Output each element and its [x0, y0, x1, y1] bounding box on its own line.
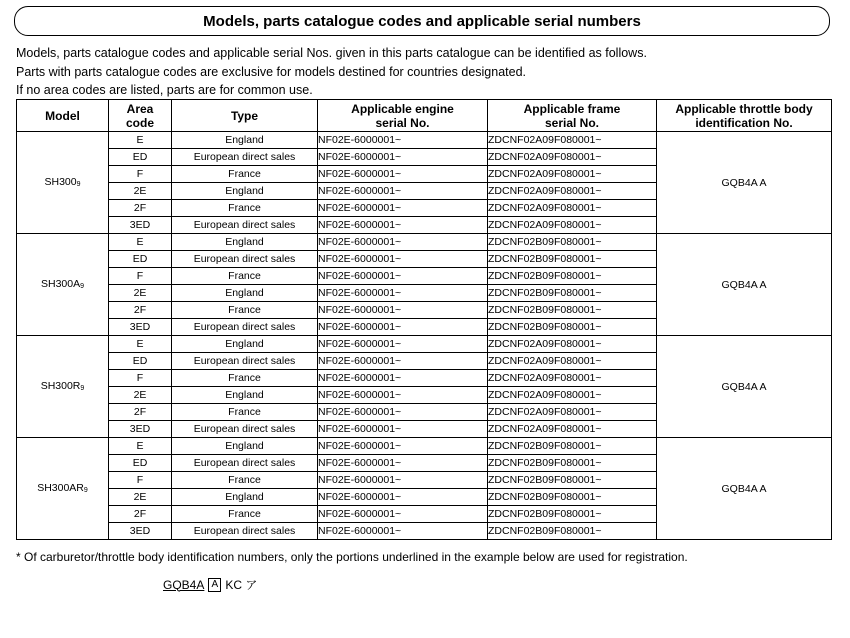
model-group [17, 438, 832, 540]
frame-serial-cell: ZDCNF02A09F080001~ [488, 404, 657, 421]
frame-serial-cell: ZDCNF02B09F080001~ [488, 251, 657, 268]
throttle-id-cell: GQB4A A [657, 132, 832, 234]
model-year-suffix: 9 [80, 282, 84, 290]
type-cell: France [172, 302, 318, 319]
area-code-cell: 2F [109, 404, 172, 421]
frame-serial-cell: ZDCNF02B09F080001~ [488, 438, 657, 455]
type-cell: European direct sales [172, 353, 318, 370]
frame-serial-cell: ZDCNF02B09F080001~ [488, 268, 657, 285]
engine-serial-cell: NF02E-6000001~ [318, 421, 488, 438]
model-group [17, 234, 832, 336]
example-boxed-letter: A [208, 578, 221, 592]
type-cell: France [172, 268, 318, 285]
engine-serial-cell: NF02E-6000001~ [318, 455, 488, 472]
throttle-id-cell: GQB4A A [657, 336, 832, 438]
frame-serial-cell: ZDCNF02A09F080001~ [488, 149, 657, 166]
type-cell: France [172, 200, 318, 217]
type-cell: European direct sales [172, 217, 318, 234]
frame-serial-cell: ZDCNF02A09F080001~ [488, 166, 657, 183]
header-engine-serial: Applicable engine serial No. [318, 100, 488, 132]
frame-serial-cell: ZDCNF02A09F080001~ [488, 200, 657, 217]
area-code-cell: 2E [109, 387, 172, 404]
frame-serial-cell: ZDCNF02B09F080001~ [488, 489, 657, 506]
engine-serial-cell: NF02E-6000001~ [318, 217, 488, 234]
serial-number-table [16, 99, 832, 540]
model-cell [17, 438, 109, 540]
frame-serial-cell: ZDCNF02B09F080001~ [488, 455, 657, 472]
area-code-cell: 3ED [109, 217, 172, 234]
type-cell: England [172, 489, 318, 506]
identification-example [163, 576, 257, 593]
throttle-id-cell: GQB4A A [657, 438, 832, 540]
header-frame-serial: Applicable frame serial No. [488, 100, 657, 132]
engine-serial-cell: NF02E-6000001~ [318, 506, 488, 523]
example-tail: KC ア [225, 578, 258, 592]
frame-serial-cell: ZDCNF02B09F080001~ [488, 506, 657, 523]
frame-serial-cell: ZDCNF02A09F080001~ [488, 353, 657, 370]
type-cell: England [172, 183, 318, 200]
header-area-code: Area code [109, 100, 172, 132]
engine-serial-cell: NF02E-6000001~ [318, 268, 488, 285]
area-code-cell: F [109, 166, 172, 183]
area-code-cell: 2E [109, 285, 172, 302]
engine-serial-cell: NF02E-6000001~ [318, 438, 488, 455]
throttle-id-cell: GQB4A A [657, 234, 832, 336]
engine-serial-cell: NF02E-6000001~ [318, 336, 488, 353]
model-name: SH300A [40, 277, 81, 290]
area-code-cell: 2F [109, 200, 172, 217]
frame-serial-cell: ZDCNF02B09F080001~ [488, 523, 657, 540]
area-code-cell: ED [109, 149, 172, 166]
area-code-cell: 2F [109, 302, 172, 319]
frame-serial-cell: ZDCNF02A09F080001~ [488, 336, 657, 353]
type-cell: England [172, 234, 318, 251]
type-cell: France [172, 370, 318, 387]
model-cell [17, 234, 109, 336]
page-title-box [14, 6, 830, 36]
frame-serial-cell: ZDCNF02A09F080001~ [488, 132, 657, 149]
frame-serial-cell: ZDCNF02A09F080001~ [488, 370, 657, 387]
type-cell: European direct sales [172, 251, 318, 268]
table-row [17, 132, 832, 149]
example-code-underlined: GQB4A [163, 577, 205, 592]
type-cell: England [172, 438, 318, 455]
area-code-cell: 2F [109, 506, 172, 523]
page-title: Models, parts catalogue codes and applicable serial numbers [203, 12, 641, 30]
type-cell: England [172, 132, 318, 149]
table-row [17, 336, 832, 353]
area-code-cell: 3ED [109, 523, 172, 540]
footnote: * Of carburetor/throttle body identification numbers, only the portions underlined in the example below are used for registration. [16, 550, 688, 564]
model-cell [17, 336, 109, 438]
model-cell [17, 132, 109, 234]
model-year-suffix: 9 [83, 486, 88, 494]
engine-serial-cell: NF02E-6000001~ [318, 251, 488, 268]
engine-serial-cell: NF02E-6000001~ [318, 370, 488, 387]
frame-serial-cell: ZDCNF02B09F080001~ [488, 285, 657, 302]
engine-serial-cell: NF02E-6000001~ [318, 302, 488, 319]
area-code-cell: 2E [109, 489, 172, 506]
model-year-suffix: 9 [76, 180, 81, 188]
area-code-cell: E [109, 336, 172, 353]
frame-serial-cell: ZDCNF02B09F080001~ [488, 319, 657, 336]
type-cell: France [172, 166, 318, 183]
engine-serial-cell: NF02E-6000001~ [318, 489, 488, 506]
area-code-cell: F [109, 370, 172, 387]
model-group [17, 132, 832, 234]
type-cell: England [172, 336, 318, 353]
header-model: Model [17, 100, 109, 132]
type-cell: European direct sales [172, 319, 318, 336]
frame-serial-cell: ZDCNF02B09F080001~ [488, 234, 657, 251]
intro-line: Parts with parts catalogue codes are exclusive for models destined for countries designated. [16, 64, 526, 79]
engine-serial-cell: NF02E-6000001~ [318, 285, 488, 302]
type-cell: France [172, 506, 318, 523]
type-cell: European direct sales [172, 421, 318, 438]
type-cell: France [172, 472, 318, 489]
engine-serial-cell: NF02E-6000001~ [318, 200, 488, 217]
frame-serial-cell: ZDCNF02A09F080001~ [488, 387, 657, 404]
engine-serial-cell: NF02E-6000001~ [318, 234, 488, 251]
intro-text [16, 44, 836, 100]
frame-serial-cell: ZDCNF02B09F080001~ [488, 472, 657, 489]
header-throttle-id: Applicable throttle body identification No. [657, 100, 832, 132]
engine-serial-cell: NF02E-6000001~ [318, 183, 488, 200]
header-type: Type [172, 100, 318, 132]
model-name: SH300R [40, 379, 81, 392]
frame-serial-cell: ZDCNF02A09F080001~ [488, 183, 657, 200]
intro-line: If no area codes are listed, parts are for common use. [16, 83, 313, 97]
area-code-cell: E [109, 438, 172, 455]
model-group [17, 336, 832, 438]
area-code-cell: ED [109, 455, 172, 472]
type-cell: France [172, 404, 318, 421]
frame-serial-cell: ZDCNF02B09F080001~ [488, 302, 657, 319]
model-year-suffix: 9 [80, 384, 85, 392]
area-code-cell: 2E [109, 183, 172, 200]
table-row [17, 438, 832, 455]
area-code-cell: E [109, 132, 172, 149]
engine-serial-cell: NF02E-6000001~ [318, 523, 488, 540]
area-code-cell: 3ED [109, 421, 172, 438]
area-code-cell: E [109, 234, 172, 251]
type-cell: European direct sales [172, 455, 318, 472]
engine-serial-cell: NF02E-6000001~ [318, 132, 488, 149]
frame-serial-cell: ZDCNF02A09F080001~ [488, 421, 657, 438]
model-name: SH300AR [37, 481, 84, 494]
engine-serial-cell: NF02E-6000001~ [318, 472, 488, 489]
area-code-cell: F [109, 268, 172, 285]
type-cell: European direct sales [172, 523, 318, 540]
type-cell: European direct sales [172, 149, 318, 166]
area-code-cell: 3ED [109, 319, 172, 336]
table-header-row [17, 100, 832, 132]
engine-serial-cell: NF02E-6000001~ [318, 353, 488, 370]
area-code-cell: ED [109, 353, 172, 370]
engine-serial-cell: NF02E-6000001~ [318, 149, 488, 166]
area-code-cell: ED [109, 251, 172, 268]
model-name: SH300 [44, 175, 77, 188]
engine-serial-cell: NF02E-6000001~ [318, 404, 488, 421]
type-cell: England [172, 387, 318, 404]
frame-serial-cell: ZDCNF02A09F080001~ [488, 217, 657, 234]
area-code-cell: F [109, 472, 172, 489]
table-row [17, 234, 832, 251]
engine-serial-cell: NF02E-6000001~ [318, 387, 488, 404]
intro-line: Models, parts catalogue codes and applicable serial Nos. given in this parts catalogue can be identified as follows. [16, 46, 647, 60]
engine-serial-cell: NF02E-6000001~ [318, 319, 488, 336]
engine-serial-cell: NF02E-6000001~ [318, 166, 488, 183]
type-cell: England [172, 285, 318, 302]
